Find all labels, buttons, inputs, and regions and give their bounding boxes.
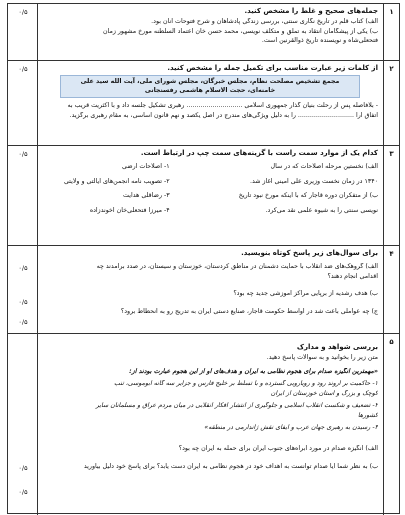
match-item: ۱۳۴۰ در زمان نخست وزیری علی امینی آغاز شد. (249, 177, 378, 185)
score: ۰/۵ (18, 464, 28, 472)
score: ۰/۵ (18, 8, 28, 16)
match-item: الف) نخستین مرحله اصلاحات که در سال (270, 163, 378, 171)
quote-line: کشورها (357, 411, 378, 419)
evidence-question: الف) انگیزه صدام در مورد آبراه‌های جنوب ایران برای حمله به ایران چه بود؟ (178, 444, 378, 452)
question-1 (8, 4, 399, 61)
word-bank-line: مجمع تشخیص مصلحت نظام، مجلس خبرگان، مجلس شورای ملی، آیت الله سید علی (80, 78, 340, 86)
fill-blank-sentence: اتفاق آرا ............................ را به دلیل ویژگی‌های مندرج در اصل یکصد و نهم قانون اساسی، به مقام رهبری برگزید. (69, 111, 378, 119)
short-question: ج) چه عواملی باعث شد در اواسط حکومت قاجار، صنایع دستی ایران به تدریج رو به انحطاط برود؟ (120, 307, 378, 315)
short-question: اقدامی انجام دهند؟ (327, 272, 378, 280)
question-title: از کلمات زیر عبارت مناسب برای تکمیل جمله را مشخص کنید. (167, 64, 378, 72)
quote-line: ۱- حاکمیت بر اروند رود و رویارویی گسترده و با تسلط بر خلیج فارس و جزایر سه گانه ابوموسی، تنب (113, 380, 378, 388)
match-option: ۱- اصلاحات ارضی (122, 163, 170, 171)
statement: ب) یکی از پیشگامان انتقاد به تملق و متکلف نویسی، محمد حسن خان اعتماد السلطنه مورخ مشهور زمان (102, 27, 378, 35)
evidence-question: ب) به نظر شما آیا صدام توانست به اهداف خود در هجوم نظامی به ایران دست یابد؟ برای پاسخ خود دلیل بیاورید (83, 463, 378, 471)
question-body (38, 246, 383, 333)
match-option: ۲- تصویب نامه انجمن‌های ایالتی و ولایتی (63, 177, 170, 185)
question-body (38, 334, 383, 515)
question-number: ۱ (383, 4, 399, 60)
match-item: ب) از متفکران دوره قاجار که با اینکه مورخ نبود تاریخ (238, 192, 378, 200)
score-column (8, 146, 38, 245)
question-body (38, 61, 383, 145)
statement: الف) کتاب قلم در تاریخ نگاری سنتی، بررسی زندگی پادشاهان و شرح فتوحات آنان بود. (151, 18, 378, 26)
score-column (8, 334, 38, 515)
question-5 (8, 334, 399, 515)
question-number: ۵ (383, 334, 399, 515)
exam-sheet (7, 3, 400, 514)
question-number: ۴ (383, 246, 399, 333)
quote-line: کوچک و بزرگ و استان خوزستان از ایران (270, 389, 378, 397)
question-title: برای سوال‌های زیر پاسخ کوتاه بنویسید. (241, 249, 378, 257)
question-number: ۲ (383, 61, 399, 145)
score-column (8, 4, 38, 60)
score: ۰/۵ (18, 488, 28, 496)
question-3 (8, 146, 399, 246)
question-title: بررسی شواهد و مدارک (296, 343, 378, 351)
statement: فتحعلی‌شاه و نویسنده تاریخ ذوالقرنین است. (261, 37, 378, 45)
word-bank-line: خامنه‌ای، حجت الاسلام هاشمی رفسنجانی (144, 86, 276, 94)
score-column (8, 61, 38, 145)
score: ۰/۵ (18, 264, 28, 272)
score: ۰/۵ (18, 65, 28, 73)
question-number: ۳ (383, 146, 399, 245)
score: ۰/۵ (18, 150, 28, 158)
question-title: کدام یک از موارد سمت راست با گزینه‌های سمت چپ در ارتباط است. (140, 149, 378, 157)
matching-right-column (176, 163, 378, 216)
word-bank (60, 75, 360, 98)
fill-blank-sentence: - بلافاصله پس از رحلت بنیان گذار جمهوری اسلامی ............................ رهبری تشکیل جلسه داد و با اکثریت قریب به (67, 102, 378, 110)
question-body (38, 4, 383, 60)
quote-line: «مهمترین انگیزه صدام برای هجوم نظامی به ایران و هدف‌های او از این هجوم عبارت بودند از: (129, 367, 378, 375)
question-4 (8, 246, 399, 334)
match-item: نویسی سنتی را به شیوه علمی نقد می‌کرد. (265, 206, 378, 214)
quote-line: ۲- تضعیف و شکست انقلاب اسلامی و جلوگیری از انتشار افکار انقلابی در میان مردم عراق و مسلمانان سایر (95, 402, 378, 410)
score: ۰/۵ (18, 318, 28, 326)
question-title: جمله‌های صحیح و غلط را مشخص کنید. (244, 7, 378, 15)
score: ۰/۵ (18, 298, 28, 306)
quote-line: ۳- رسیدن به رهبری جهان عرب و ایفای نقش ژاندارمی در منطقه» (204, 424, 378, 432)
question-2 (8, 61, 399, 146)
match-option: ۳- رضاقلی هدایت (123, 192, 170, 200)
matching-left-column (42, 163, 170, 216)
question-body (38, 146, 383, 245)
match-option: ۴- میرزا فتحعلی‌خان آخوندزاده (89, 206, 170, 214)
short-question: ب) هدف رشدیه از برپایی مراکز آموزشی جدید چه بود؟ (233, 290, 378, 298)
score-column (8, 246, 38, 333)
matching-grid (42, 163, 378, 229)
short-question: الف) گروهک‌های ضد انقلاب با حمایت دشمنان در مناطق کردستان، خوزستان و سیستان، در صدد برآمدند چه (96, 263, 378, 271)
intro-text: متن زیر را بخوانید و به سوالات پاسخ دهید. (266, 354, 378, 362)
